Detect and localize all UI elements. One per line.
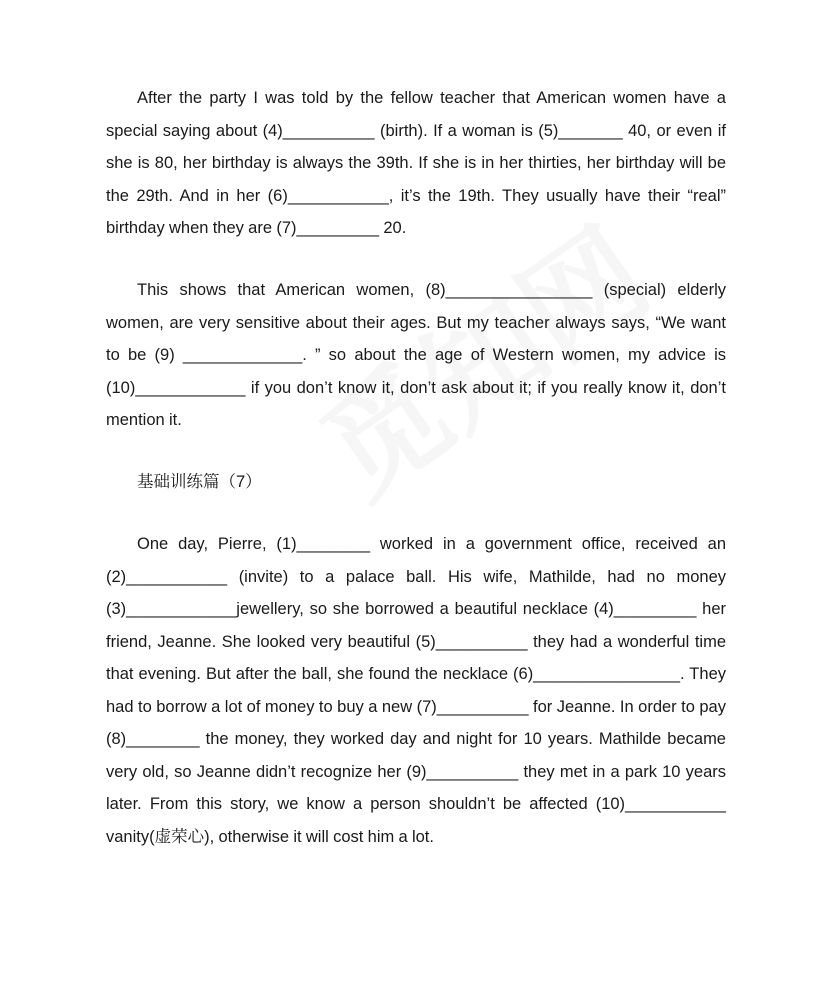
section-heading: 基础训练篇（7）	[137, 473, 262, 491]
paragraph-text: This shows that American women, (8)________________ (special) elderly women, are very sensitive about their ages. But my teacher always says, “We want to be (9) _____________. ” so about the age of Western women, my advice is (10)____________ if you don’t know it, don’t ask about it; if you really know it, don’t mention it.	[106, 281, 726, 429]
paragraph-text: After the party I was told by the fellow teacher that American women have a special saying about (4)__________ (birth). If a woman is (5)_______ 40, or even if she is 80, her birthday is always the 39th. If she is in her thirties, her birthday will be the 29th. And in her (6)___________, it’s the 19th. They usually have their “real” birthday when they are (7)_________ 20.	[106, 89, 726, 237]
paragraph-age-sensitivity	[106, 274, 726, 437]
paragraph-birthday-saying	[106, 82, 726, 245]
paragraph-necklace-story	[106, 528, 726, 853]
paragraph-text: One day, Pierre, (1)________ worked in a government office, received an (2)___________ (invite) to a palace ball. His wife, Mathilde, had no money (3)____________jewellery, so she borrowed a beautiful necklace (4)_________ her friend, Jeanne. She looked very beautiful (5)__________ they had a wonderful time that evening. But after the ball, she found the necklace (6)________________. They had to borrow a lot of money to buy a new (7)__________ for Jeanne. In order to pay (8)________ the money, they worked day and night for 10 years. Mathilde became very old, so Jeanne didn’t recognize her (9)__________ they met in a park 10 years later. From this story, we know a person shouldn’t be affected (10)___________ vanity(虚荣心), otherwise it will cost him a lot.	[106, 535, 726, 846]
